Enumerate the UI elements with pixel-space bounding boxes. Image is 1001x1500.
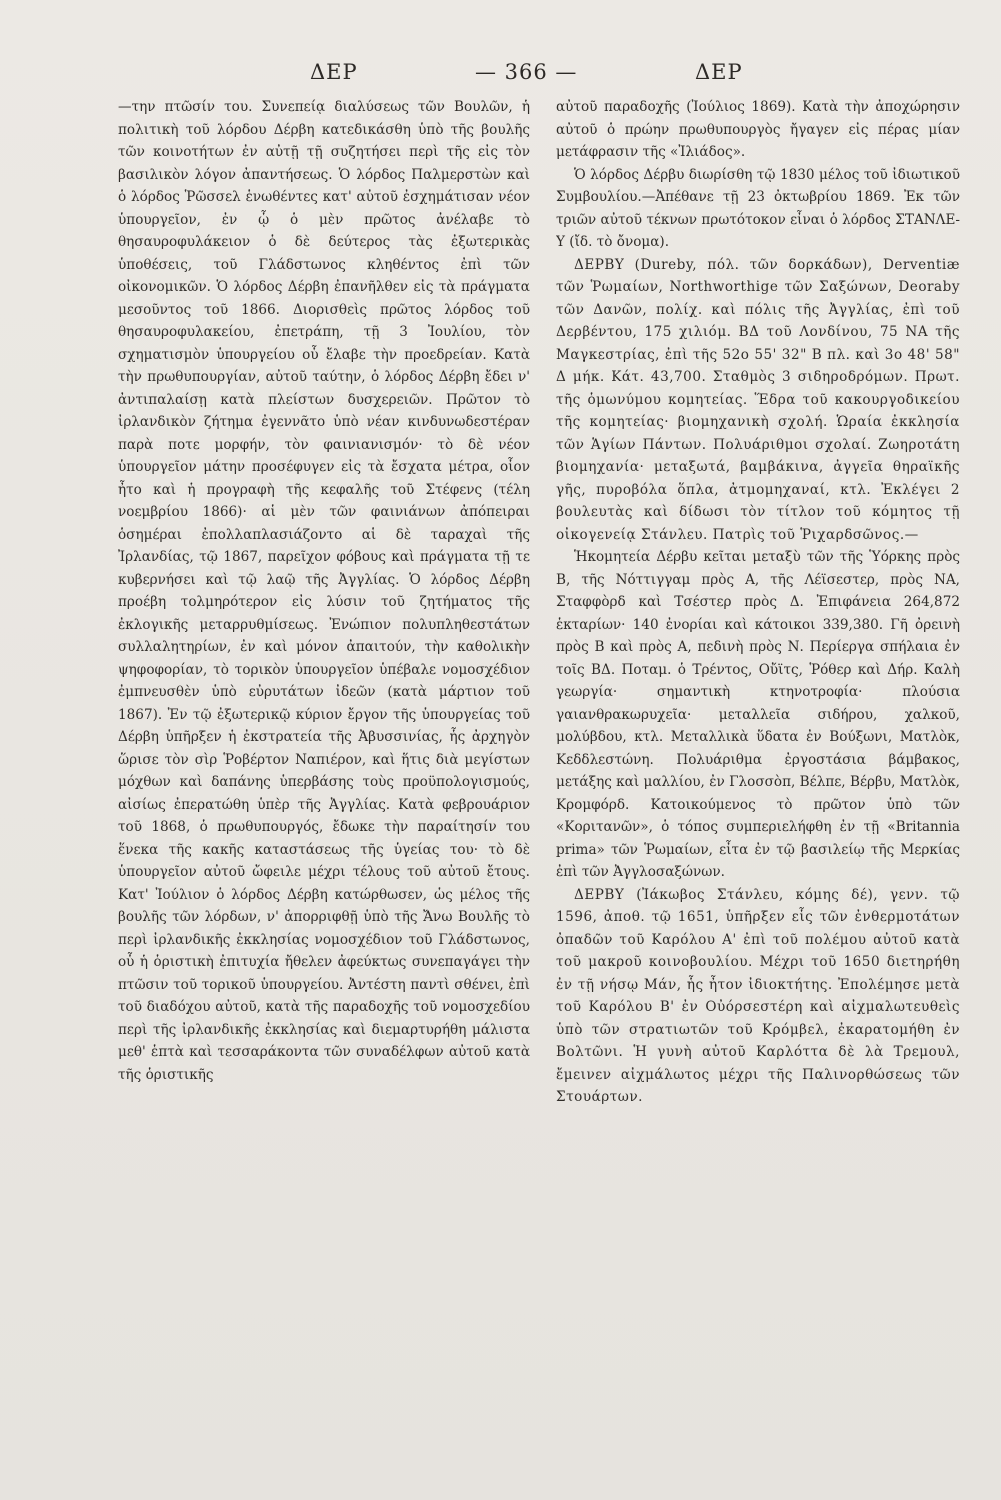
text-paragraph: αὐτοῦ παραδοχῆς (Ἰούλιος 1869). Κατὰ τὴν ἀποχώρησιν αὐτοῦ ὁ πρώην πρωθυπουργὸς ἤγαγεν εἰς πέρας μίαν μετάφρασιν τῆς «Ἰλιάδος». <box>556 99 960 160</box>
running-head <box>70 60 940 92</box>
running-head-left: ΔΕΡ <box>310 60 358 84</box>
entry-derby-town: ΔΕΡΒΥ (Dureby, πόλ. τῶν δορκάδων), Derventiæ τῶν Ῥωμαίων, Northworthige τῶν Σαξώνων, Deoraby τῶν Δανῶν, πολίχ. καὶ πόλις τῆς Ἀγγλίας, ἐπὶ τοῦ Δερβέντου, 175 χιλιόμ. ΒΔ τοῦ Λονδίνου, 75 ΝΑ τῆς Μαγκεστρίας, ἐπὶ τῆς 52ο 55' 32" Β πλ. καὶ 3ο 48' 58" Δ μήκ. Κάτ. 43,700. Σταθμὸς 3 σιδηροδρόμων. Πρωτ. τῆς ὁμωνύμου κομητείας. Ἕδρα τοῦ κακουργοδικείου τῆς κομητείας· βιομηχανικὴ σχολή. Ὡραία ἐκκλησία τῶν Ἁγίων Πάντων. Πολυάριθμοι σχολαί. Ζωηροτάτη βιομηχανία· μεταξωτά, βαμβάκινα, ἀγγεῖα θηραϊκῆς γῆς, πυροβόλα ὅπλα, ἀτμομηχαναί, κτλ. Ἐκλέγει 2 βουλευτὰς καὶ δίδωσι τὸν τίτλον τοῦ κόμητος τῇ οἰκογενείᾳ Στάνλευ. Πατρὶς τοῦ Ῥιχαρδσῶνος.— <box>556 256 960 543</box>
text-paragraph: Ὁ λόρδος Δέρβυ διωρίσθη τῷ 1830 μέλος τοῦ ἰδιωτικοῦ Συμβουλίου.—Ἀπέθανε τῇ 23 ὀκτωβρίου 1869. Ἐκ τῶν τριῶν αὐτοῦ τέκνων πρωτότοκον εἶναι ὁ λόρδος ΣΤΑΝΛΕ-Υ (ἴδ. τὸ ὄνομα). <box>556 166 960 250</box>
right-column <box>556 96 960 1436</box>
page-number: — 366 — <box>475 60 578 84</box>
text-paragraph: Ἡκομητεία Δέρβυ κεῖται μεταξὺ τῶν τῆς Ὑόρκης πρὸς Β, τῆς Νόττιγγαμ πρὸς Α, τῆς Λέϊσεστερ, πρὸς ΝΑ, Σταφφὸρδ καὶ Τσέστερ πρὸς Δ. Ἐπιφάνεια 264,872 ἑκταρίων· 140 ἐνορίαι καὶ κάτοικοι 339,380. Γῆ ὀρεινὴ πρὸς Β καὶ πρὸς Α, πεδινὴ πρὸς Ν. Περίεργα σπήλαια ἐν τοῖς ΒΔ. Ποταμ. ὁ Τρέντος, Οὔϊτς, Ῥόθερ καὶ Δήρ. Καλὴ γεωργία· σημαντικὴ κτηνοτροφία· πλούσια γαιανθρακωρυχεῖα· μεταλλεῖα σιδήρου, χαλκοῦ, μολύβδου, κτλ. Μεταλλικὰ ὕδατα ἐν Βούξωνι, Ματλὸκ, Κεδδλεστώνη. Πολυάριθμα ἐργοστάσια βάμβακος, μετάξης καὶ μαλλίου, ἐν Γλοσσὸπ, Βέλπε, Βέρβυ, Ματλὸκ, Κρομφόρδ. Κατοικούμενος τὸ πρῶτον ὑπὸ τῶν «Κοριτανῶν», ὁ τόπος συμπεριελήφθη ἐν τῇ «Britannia prima» τῶν Ῥωμαίων, εἶτα ἐν τῷ βασιλείῳ τῆς Μερκίας ἐπὶ τῶν Ἀγγλοσαξώνων. <box>556 549 960 880</box>
left-column <box>118 96 530 1436</box>
entry-derby-earl: ΔΕΡΒΥ (Ἰάκωβος Στάνλευ, κόμης δέ), γενν. τῷ 1596, ἀποθ. τῷ 1651, ὑπῆρξεν εἷς τῶν ἐνθερμοτάτων ὀπαδῶν τοῦ Καρόλου Α' ἐπὶ τοῦ πολέμου αὐτοῦ κατὰ τοῦ μακροῦ κοινοβουλίου. Μέχρι τοῦ 1650 διετηρήθη ἐν τῇ νήσῳ Μάν, ἧς ἦτον ἰδιοκτήτης. Ἐπολέμησε μετὰ τοῦ Καρόλου Β' ἐν Οὐόρσεστέρη καὶ αἰχμαλωτευθεὶς ὑπὸ τῶν στρατιωτῶν τοῦ Κρόμβελ, ἐκαρατομήθη ἐν Βολτῶνι. Ἡ γυνὴ αὐτοῦ Καρλόττα δὲ λὰ Τρεμουλ, ἔμεινεν αἰχμάλωτος μέχρι τῆς Παλινορθώσεως τῶν Στουάρτων. <box>556 886 960 1105</box>
text-paragraph: —την πτῶσίν του. Συνεπείᾳ διαλύσεως τῶν Βουλῶν, ἡ πολιτικὴ τοῦ λόρδου Δέρβη κατεδικάσθη ὑπὸ τῆς βουλῆς τῶν κοινοτήτων ἐν αὐτῇ τῇ συζητήσει περὶ τῆς εἰς τὸν βασιλικὸν λόγον ἀπαντήσεως. Ὁ λόρδος Παλμερστὼν καὶ ὁ λόρδος Ῥῶσσελ ἑνωθέντες κατ' αὐτοῦ ἐσχημάτισαν νέον ὑπουργεῖον, ἐν ᾧ ὁ μὲν πρῶτος ἀνέλαβε τὸ θησαυροφυλάκειον ὁ δὲ δεύτερος τὰς ἐξωτερικὰς ὑποθέσεις, τοῦ Γλάδστωνος κληθέντος ἐπὶ τῶν οἰκονομικῶν. Ὁ λόρδος Δέρβη ἐπανῆλθεν εἰς τὰ πράγματα μεσοῦντος τοῦ 1866. Διορισθεὶς πρῶτος λόρδος τοῦ θησαυροφυλακείου, ἐπετράπη, τῇ 3 Ἰουλίου, τὸν σχηματισμὸν ὑπουργείου οὗ ἔλαβε τὴν προεδρείαν. Κατὰ τὴν πρωθυπουργίαν, αὐτοῦ ταύτην, ὁ λόρδος Δέρβη ἔδει ν' ἀντιπαλαίσῃ κατὰ πλείστων δυσχερειῶν. Πρῶτον τὸ ἰρλανδικὸν ζήτημα ἐγεννᾶτο ὑπὸ νέαν κινδυνωδεστέραν παρὰ ποτε μορφήν, τὸν φαινιανισμόν· τὸ δὲ νέον ὑπουργεῖον μάτην προσέφυγεν εἰς τὰ ἔσχατα μέτρα, οἷον ἦτο καὶ ἡ προγραφὴ τῆς κεφαλῆς τοῦ Στέφενς (τέλη νοεμβρίου 1866)· αἱ μὲν τῶν φαινιάνων ἀπόπειραι ὁσημέραι ἐπολλαπλασιάζοντο αἱ δὲ ταραχαὶ τῆς Ἰρλανδίας, τῷ 1867, παρεῖχον φόβους καὶ πράγματα τῇ τε κυβερνήσει καὶ τῷ λαῷ τῆς Ἀγγλίας. Ὁ λόρδος Δέρβη προέβη τολμηρότερον εἰς λύσιν τοῦ ζητήματος τῆς ἐκλογικῆς μεταρρυθμίσεως. Ἐνώπιον πολυπληθεστάτων συλλαλητηρίων, ἐν καὶ μόνον ἀπαιτούν, τὴν καθολικὴν ψηφοφορίαν, τὸ τορικὸν ὑπουργεῖον ὑπέβαλε νομοσχέδιον ἐμπνευσθὲν ὑπὸ εὐρυτάτων ἰδεῶν (κατὰ μάρτιον τοῦ 1867). Ἐν τῷ ἐξωτερικῷ κύριον ἔργον τῆς ὑπουργείας τοῦ Δέρβη ὑπῆρξεν ἡ ἐκστρατεία τῆς Ἀβυσσινίας, ἧς ἀρχηγὸν ὥρισε τὸν σὶρ Ῥοβέρτον Ναπιέρον, καὶ ἥτις διὰ μεγίστων μόχθων καὶ δαπάνης ὑπερβάσης τοὺς προϋπολογισμούς, αἰσίως ἐπερατώθη ὑπὲρ τῆς Ἀγγλίας. Κατὰ φεβρουάριον τοῦ 1868, ὁ πρωθυπουργός, ἔδωκε τὴν παραίτησίν του ἕνεκα τῆς κακῆς καταστάσεως τῆς ὑγείας του· τὸ δὲ ὑπουργεῖον αὐτοῦ ὤφειλε μέχρι τέλους τοῦ αὐτοῦ ἔτους. Κατ' Ἰούλιον ὁ λόρδος Δέρβη κατώρθωσεν, ὡς μέλος τῆς βουλῆς τῶν λόρδων, ν' ἀπορριφθῇ ὑπὸ τῆς Ἄνω Βουλῆς τὸ περὶ ἰρλανδικῆς ἐκκλησίας νομοσχέδιον τοῦ Γλάδστωνος, οὗ ἡ ὁριστικὴ ἐπιτυχία ἤθελεν ἀφεύκτως συνεπαγάγει τὴν πτῶσιν τοῦ τορικοῦ ὑπουργείου. Ἀντέστη παντὶ σθένει, ἐπὶ τοῦ διαδόχου αὐτοῦ, κατὰ τῆς παραδοχῆς τοῦ νομοσχεδίου περὶ τῆς ἰρλανδικῆς ἐκκλησίας καὶ διεμαρτυρήθη μάλιστα μεθ' ἑπτὰ καὶ τεσσαράκοντα τῶν συναδέλφων αὐτοῦ κατὰ τῆς ὁριστικῆς <box>118 99 530 1083</box>
running-head-right: ΔΕΡ <box>695 60 743 84</box>
